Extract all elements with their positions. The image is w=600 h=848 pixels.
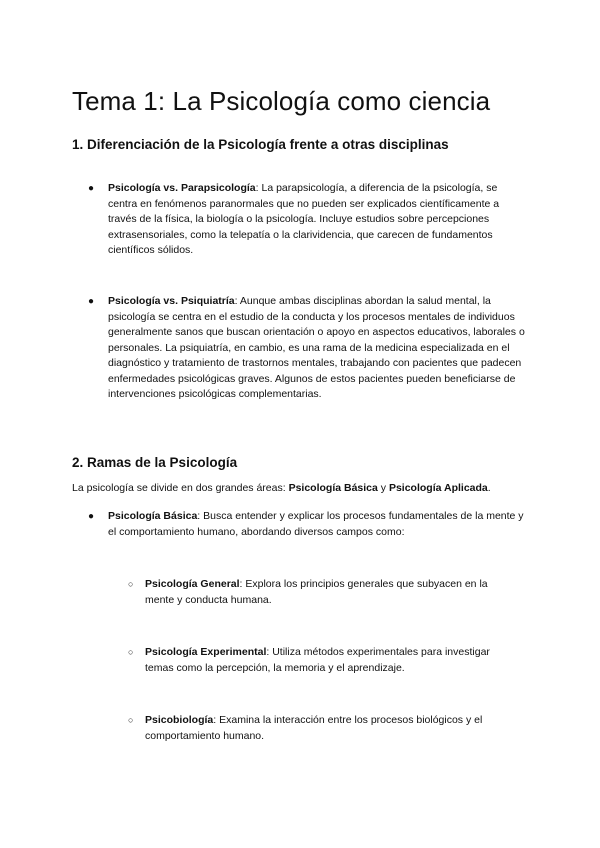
intro-text: La psicología se divide en dos grandes áreas: bbox=[72, 482, 289, 494]
sub-list-item-term: Psicología Experimental bbox=[145, 646, 267, 658]
list-item bbox=[88, 181, 526, 259]
list-item-text: : La parapsicología, a diferencia de la psicología, se centra en fenómenos paranormales que no pueden ser explicados científicamente a través de la física, la biología o la psicología. Incluye estudios sobre percepciones extrasensoriales, como la telepatía o la clarividencia, que carecen de fundamentos científicos sólidos. bbox=[108, 182, 500, 256]
section-1-heading: 1. Diferenciación de la Psicología frente a otras disciplinas bbox=[72, 137, 449, 152]
sub-list-item-term: Psicología General bbox=[145, 578, 240, 590]
sub-list-item-term: Psicobiología bbox=[145, 714, 214, 726]
bullet-icon: ● bbox=[88, 296, 95, 307]
list-item-text: : Busca entender y explicar los procesos fundamentales de la mente y el comportamiento humano, abordando diversos campos como: bbox=[108, 510, 524, 538]
list-item bbox=[88, 509, 526, 540]
intro-text: . bbox=[487, 482, 491, 494]
circle-bullet-icon: ○ bbox=[128, 579, 134, 589]
sub-list-item bbox=[128, 577, 515, 608]
intro-text: y bbox=[377, 482, 389, 494]
bullet-icon: ● bbox=[88, 183, 95, 194]
list-item-term: Psicología vs. Psiquiatría bbox=[108, 295, 235, 307]
list-item-term: Psicología vs. Parapsicología bbox=[108, 182, 256, 194]
list-item-term: Psicología Básica bbox=[108, 510, 198, 522]
intro-term-basic: Psicología Básica bbox=[288, 482, 378, 494]
page-title: Tema 1: La Psicología como ciencia bbox=[72, 86, 491, 116]
section-2-heading: 2. Ramas de la Psicología bbox=[72, 455, 238, 470]
sub-list-item bbox=[128, 713, 515, 744]
list-item bbox=[88, 294, 526, 403]
sub-list-item-text: : Explora los principios generales que subyacen en la mente y conducta humana. bbox=[145, 578, 488, 606]
section-2-intro bbox=[72, 481, 491, 497]
intro-term-applied: Psicología Aplicada bbox=[388, 482, 488, 494]
sub-list-item-text: : Utiliza métodos experimentales para investigar temas como la percepción, la memoria y el aprendizaje. bbox=[145, 646, 490, 674]
bullet-icon: ● bbox=[88, 511, 95, 522]
sub-list-item bbox=[128, 645, 515, 676]
circle-bullet-icon: ○ bbox=[128, 715, 134, 725]
sub-list-item-text: : Examina la interacción entre los procesos biológicos y el comportamiento humano. bbox=[145, 714, 483, 742]
circle-bullet-icon: ○ bbox=[128, 647, 134, 657]
list-item-text: : Aunque ambas disciplinas abordan la salud mental, la psicología se centra en el estudio de la conducta y los procesos mentales de individuos generalmente sanos que buscan orientación o apoyo en aspectos educativos, laborales o personales. La psiquiatría, en cambio, es una rama de la medicina especializada en el diagnóstico y tratamiento de trastornos mentales, trabajando con pacientes que padecen enfermedades psicológicas graves. Algunos de estos pacientes pueden beneficiarse de intervenciones psicológicas complementarias. bbox=[108, 295, 525, 400]
